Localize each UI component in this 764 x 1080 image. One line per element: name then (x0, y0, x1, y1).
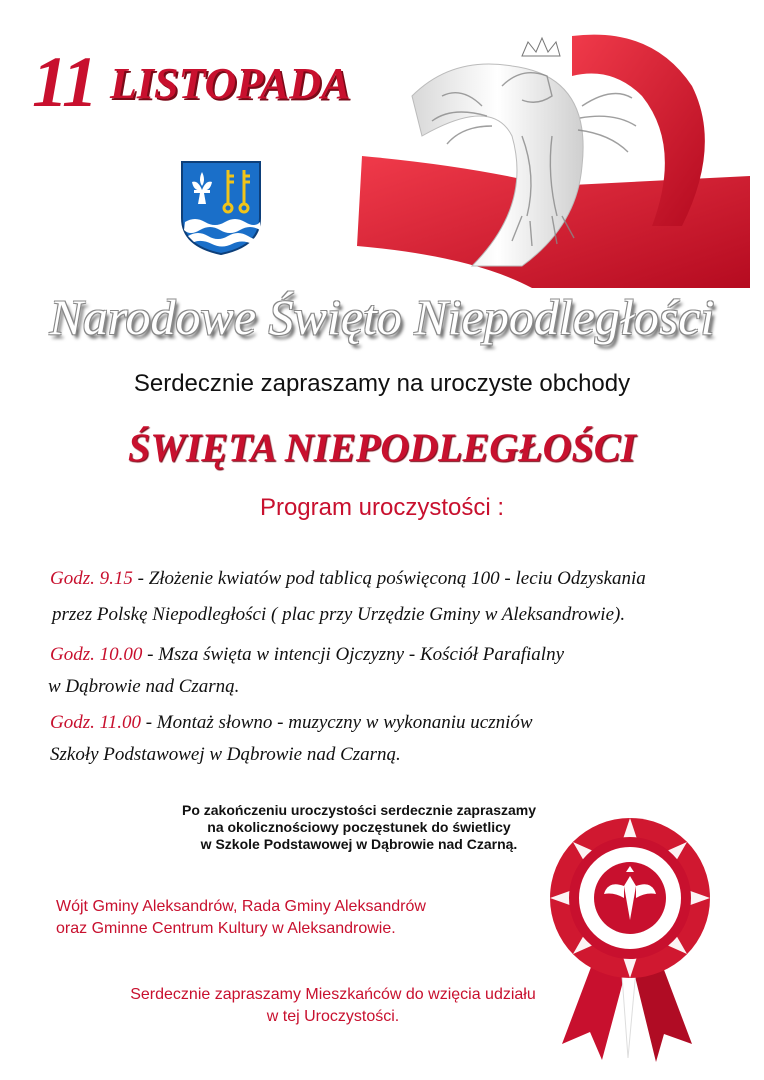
program-item-2 (50, 644, 564, 666)
kokarda-rosette-icon (532, 808, 732, 1064)
program-desc: - Montaż słowno - muzyczny w wykonaniu uczniów (140, 712, 533, 733)
organizers-line: oraz Gminne Centrum Kultury w Aleksandrowie. (56, 920, 396, 937)
program-item-1-line2: przez Polskę Niepodległości ( plac przy Urzędzie Gminy w Aleksandrowie). (52, 604, 626, 625)
date-month: LISTOPADA (110, 59, 351, 108)
refreshment-line: Po zakończeniu uroczystości serdecznie zapraszamy (181, 802, 537, 818)
organizers-line: Wójt Gminy Aleksandrów, Rada Gminy Aleksandrów (56, 898, 426, 915)
program-time: Godz. 11.00 (50, 712, 141, 733)
program-time: Godz. 9.15 (50, 568, 133, 589)
program-time: Godz. 10.00 (50, 644, 143, 665)
refreshment-line: w Szkole Podstawowej w Dąbrowie nad Czarną. (200, 836, 518, 852)
date-day: 11 (32, 42, 97, 122)
program-item-3 (50, 712, 533, 734)
program-heading: Program uroczystości : (259, 494, 505, 521)
program-item-2-line2: w Dąbrowie nad Czarną. (48, 676, 240, 697)
program-item-1 (50, 568, 646, 590)
organizers (56, 896, 426, 940)
headline: Narodowe Święto Niepodległości (49, 289, 715, 345)
program-desc: - Msza święta w intencji Ojczyzny - Kościół Parafialny (142, 644, 565, 665)
program-item-3-line2: Szkoły Podstawowej w Dąbrowie nad Czarną. (50, 744, 401, 765)
program-desc: - Złożenie kwiatów pod tablicą poświęconą 100 - leciu Odzyskania (132, 568, 646, 589)
flag-ribbon-eagle-icon (352, 26, 750, 288)
event-title: ŚWIĘTA NIEPODLEGŁOŚCI (128, 425, 636, 470)
invite-text: Serdecznie zapraszamy na uroczyste obchody (133, 370, 631, 397)
coat-of-arms-icon (180, 160, 262, 256)
welcome-line: w tej Uroczystości. (266, 1008, 400, 1025)
welcome-line: Serdecznie zapraszamy Mieszkańców do wzięcia udziału (130, 986, 536, 1003)
refreshment-line: na okolicznościowy poczęstunek do świetlicy (207, 819, 511, 835)
